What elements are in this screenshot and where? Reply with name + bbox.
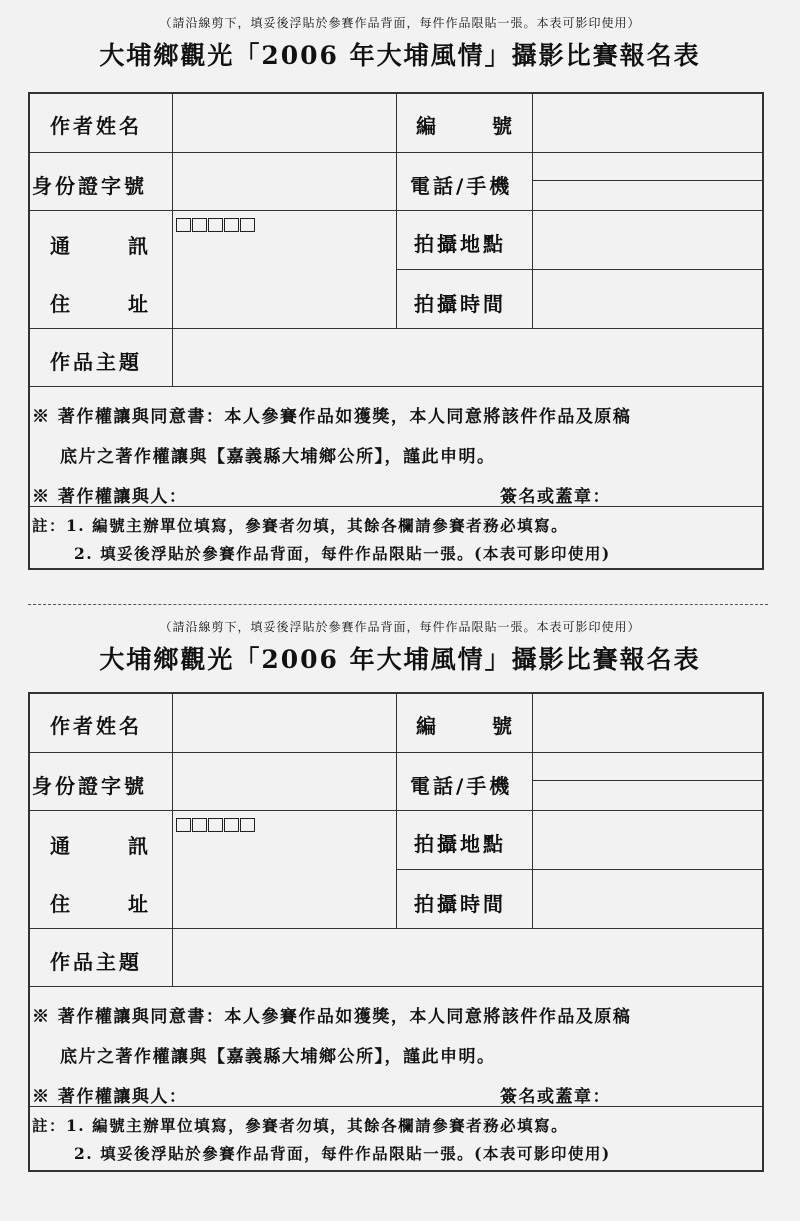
form-title: 大埔鄉觀光「2006 年大埔風情」攝影比賽報名表 bbox=[99, 41, 701, 70]
postal-code-boxes[interactable] bbox=[176, 218, 255, 232]
serial-label-1: 編 bbox=[416, 114, 439, 138]
author-name-label: 作者姓名 bbox=[50, 114, 142, 138]
signature-label: 簽名或蓋章： bbox=[500, 1087, 611, 1107]
remark-line-2: 2. 填妥後浮貼於參賽作品背面，每件作品限貼一張。(本表可影印使用) bbox=[74, 1144, 611, 1163]
remark-line-1: 註：1. 編號主辦單位填寫，參賽者勿填，其餘各欄請參賽者務必填寫。 bbox=[32, 1116, 569, 1135]
address-label-1: 通 bbox=[50, 834, 73, 858]
location-label: 拍攝地點 bbox=[414, 832, 506, 856]
address-label-3: 住 bbox=[50, 292, 73, 316]
consent-line-2: 底片之著作權讓與【嘉義縣大埔鄉公所】，謹此申明。 bbox=[60, 1047, 496, 1067]
author-name-label: 作者姓名 bbox=[50, 714, 142, 738]
remark-line-1: 註：1. 編號主辦單位填寫，參賽者勿填，其餘各欄請參賽者務必填寫。 bbox=[32, 516, 569, 535]
postal-code-boxes[interactable] bbox=[176, 818, 255, 832]
address-label-1: 通 bbox=[50, 234, 73, 258]
form-table bbox=[28, 92, 764, 570]
address-label-3: 住 bbox=[50, 892, 73, 916]
time-label: 拍攝時間 bbox=[414, 892, 506, 916]
cut-instruction: （請沿線剪下，填妥後浮貼於參賽作品背面，每件作品限貼一張。本表可影印使用） bbox=[159, 620, 641, 634]
assignor-label: ※ 著作權讓與人： bbox=[32, 1087, 188, 1107]
remark-line-2: 2. 填妥後浮貼於參賽作品背面，每件作品限貼一張。(本表可影印使用) bbox=[74, 544, 611, 563]
assignor-label: ※ 著作權讓與人： bbox=[32, 487, 188, 507]
address-label-2: 訊 bbox=[128, 234, 151, 258]
address-label-2: 訊 bbox=[128, 834, 151, 858]
consent-line-1: ※ 著作權讓與同意書：本人參賽作品如獲獎，本人同意將該件作品及原稿 bbox=[32, 407, 632, 427]
theme-label: 作品主題 bbox=[50, 950, 142, 974]
phone-label: 電話/手機 bbox=[410, 774, 513, 798]
serial-label-2: 號 bbox=[492, 114, 515, 138]
address-label-4: 址 bbox=[128, 892, 151, 916]
consent-line-1: ※ 著作權讓與同意書：本人參賽作品如獲獎，本人同意將該件作品及原稿 bbox=[32, 1007, 632, 1027]
serial-label-1: 編 bbox=[416, 714, 439, 738]
registration-form-bottom bbox=[0, 604, 800, 1163]
cut-instruction: （請沿線剪下，填妥後浮貼於參賽作品背面，每件作品限貼一張。本表可影印使用） bbox=[159, 16, 641, 30]
consent-line-2: 底片之著作權讓與【嘉義縣大埔鄉公所】，謹此申明。 bbox=[60, 447, 496, 467]
registration-form-top bbox=[0, 0, 800, 563]
location-label: 拍攝地點 bbox=[414, 232, 506, 256]
id-number-label: 身份證字號 bbox=[32, 774, 147, 798]
phone-label: 電話/手機 bbox=[410, 174, 513, 198]
signature-label: 簽名或蓋章： bbox=[500, 487, 611, 507]
form-table bbox=[28, 692, 764, 1172]
address-label-4: 址 bbox=[128, 292, 151, 316]
serial-label-2: 號 bbox=[492, 714, 515, 738]
id-number-label: 身份證字號 bbox=[32, 174, 147, 198]
time-label: 拍攝時間 bbox=[414, 292, 506, 316]
form-title: 大埔鄉觀光「2006 年大埔風情」攝影比賽報名表 bbox=[99, 645, 701, 674]
theme-label: 作品主題 bbox=[50, 350, 142, 374]
